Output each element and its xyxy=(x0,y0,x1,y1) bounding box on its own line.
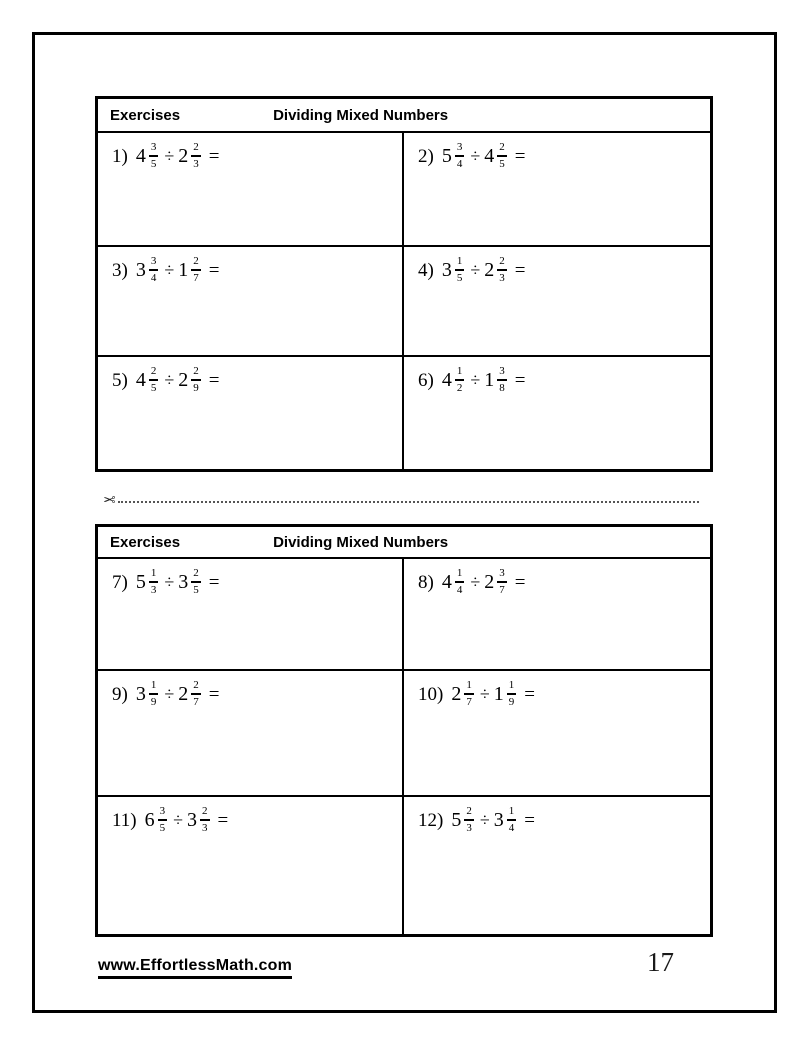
fraction: $\frac{3}{7}$ xyxy=(499,567,505,596)
mixed-number: 3 $\frac{1}{5}$ xyxy=(441,255,463,284)
fraction: $\frac{1}{3}$ xyxy=(150,567,157,596)
exercise-cell-3 xyxy=(98,247,404,357)
mixed-number: 2 $\frac{2}{3}$ xyxy=(178,141,199,170)
mixed-number: 2 $\frac{2}{7}$ xyxy=(178,679,199,708)
exercise-cell-11 xyxy=(98,797,404,934)
exercise-table-top xyxy=(95,96,713,472)
effortlessmath-link[interactable]: www.EffortlessMath.com xyxy=(98,957,292,979)
equals-sign: = xyxy=(514,145,526,167)
equals-sign: = xyxy=(208,369,220,391)
fraction: $\frac{2}{5}$ xyxy=(499,141,505,170)
cut-line xyxy=(103,491,699,509)
mixed-number: 2 $\frac{2}{9}$ xyxy=(178,365,199,394)
exercise-table-bottom xyxy=(95,524,713,937)
fraction: $\frac{1}{9}$ xyxy=(150,679,157,708)
mixed-number: 4 $\frac{2}{5}$ xyxy=(135,365,157,394)
exercise-cell-8 xyxy=(404,559,710,671)
exercise-problem-10 xyxy=(418,680,704,708)
equals-sign: = xyxy=(524,809,535,831)
exercise-problem-1 xyxy=(112,142,396,170)
mixed-number: 3 $\frac{1}{9}$ xyxy=(135,679,157,708)
table-header xyxy=(98,99,710,133)
exercise-number: 12) xyxy=(418,809,444,831)
fraction: $\frac{3}{5}$ xyxy=(150,141,157,170)
exercise-number: 4) xyxy=(418,259,434,281)
mixed-number: 2 $\frac{2}{3}$ xyxy=(484,255,505,284)
equals-sign: = xyxy=(514,571,526,593)
exercise-problem-7 xyxy=(112,568,396,596)
mixed-number: 2 $\frac{1}{7}$ xyxy=(451,679,472,708)
exercises-label: Exercises xyxy=(110,106,181,124)
fraction: $\frac{2}{5}$ xyxy=(150,365,157,394)
mixed-number: 3 $\frac{2}{5}$ xyxy=(178,567,199,596)
fraction: $\frac{1}{2}$ xyxy=(456,365,463,394)
exercise-cell-4 xyxy=(404,247,710,357)
mixed-number: 1 $\frac{1}{9}$ xyxy=(493,679,515,708)
mixed-number: 5 $\frac{3}{4}$ xyxy=(441,141,463,170)
mixed-number: 4 $\frac{2}{5}$ xyxy=(484,141,505,170)
exercise-problem-8 xyxy=(418,568,704,596)
mixed-number: 4 $\frac{1}{4}$ xyxy=(441,567,463,596)
table-title: Dividing Mixed Numbers xyxy=(273,106,449,124)
fraction: $\frac{1}{4}$ xyxy=(508,805,515,834)
divide-sign: ÷ xyxy=(470,260,481,280)
exercise-problem-4 xyxy=(418,256,704,284)
exercise-problem-6 xyxy=(418,366,704,394)
scissors-icon: ✂ xyxy=(103,491,116,509)
exercise-number: 1) xyxy=(112,145,128,167)
mixed-number: 2 $\frac{3}{7}$ xyxy=(484,567,505,596)
mixed-number: 5 $\frac{1}{3}$ xyxy=(135,567,157,596)
fraction: $\frac{1}{4}$ xyxy=(456,567,463,596)
fraction: $\frac{3}{4}$ xyxy=(150,255,157,284)
equals-sign: = xyxy=(514,259,526,281)
exercise-number: 6) xyxy=(418,369,434,391)
exercise-number: 3) xyxy=(112,259,128,281)
exercise-cell-9 xyxy=(98,671,404,797)
mixed-number: 4 $\frac{3}{5}$ xyxy=(135,141,157,170)
divide-sign: ÷ xyxy=(164,146,175,166)
exercise-cell-12 xyxy=(404,797,710,934)
mixed-number: 3 $\frac{2}{3}$ xyxy=(187,805,208,834)
fraction: $\frac{2}{3}$ xyxy=(499,255,505,284)
divide-sign: ÷ xyxy=(164,260,175,280)
mixed-number: 1 $\frac{2}{7}$ xyxy=(178,255,199,284)
exercise-problem-3 xyxy=(112,256,396,284)
table-header xyxy=(98,527,710,559)
exercise-number: 5) xyxy=(112,369,128,391)
mixed-number: 1 $\frac{3}{8}$ xyxy=(484,365,505,394)
divide-sign: ÷ xyxy=(470,146,481,166)
exercise-number: 2) xyxy=(418,145,434,167)
exercise-cell-7 xyxy=(98,559,404,671)
equals-sign: = xyxy=(217,809,229,831)
exercise-number: 11) xyxy=(112,809,137,831)
divide-sign: ÷ xyxy=(164,572,175,592)
fraction: $\frac{2}{7}$ xyxy=(193,679,199,708)
fraction: $\frac{2}{5}$ xyxy=(193,567,199,596)
divide-sign: ÷ xyxy=(470,572,481,592)
exercises-label: Exercises xyxy=(110,533,181,551)
fraction: $\frac{1}{7}$ xyxy=(466,679,472,708)
equals-sign: = xyxy=(514,369,526,391)
divide-sign: ÷ xyxy=(173,810,184,830)
fraction: $\frac{2}{9}$ xyxy=(193,365,199,394)
worksheet-page xyxy=(32,32,777,1013)
mixed-number: 3 $\frac{3}{4}$ xyxy=(135,255,157,284)
exercise-cell-10 xyxy=(404,671,710,797)
exercise-cell-2 xyxy=(404,133,710,247)
equals-sign: = xyxy=(208,571,220,593)
fraction: $\frac{2}{7}$ xyxy=(193,255,199,284)
equals-sign: = xyxy=(208,683,220,705)
exercise-problem-12 xyxy=(418,806,704,834)
exercise-problem-5 xyxy=(112,366,396,394)
fraction: $\frac{3}{8}$ xyxy=(499,365,505,394)
divide-sign: ÷ xyxy=(164,684,175,704)
exercise-number: 8) xyxy=(418,571,434,593)
mixed-number: 3 $\frac{1}{4}$ xyxy=(493,805,515,834)
divide-sign: ÷ xyxy=(164,370,175,390)
fraction: $\frac{2}{3}$ xyxy=(193,141,199,170)
equals-sign: = xyxy=(208,145,220,167)
equals-sign: = xyxy=(208,259,220,281)
mixed-number: 6 $\frac{3}{5}$ xyxy=(144,805,166,834)
mixed-number: 4 $\frac{1}{2}$ xyxy=(441,365,463,394)
divide-sign: ÷ xyxy=(479,810,490,830)
exercise-number: 7) xyxy=(112,571,128,593)
dotted-rule xyxy=(118,501,699,503)
page-number: 17 xyxy=(647,947,674,977)
equals-sign: = xyxy=(524,683,535,705)
exercise-cell-5 xyxy=(98,357,404,469)
fraction: $\frac{2}{3}$ xyxy=(202,805,208,834)
exercise-cell-6 xyxy=(404,357,710,469)
mixed-number: 5 $\frac{2}{3}$ xyxy=(451,805,472,834)
exercise-cell-1 xyxy=(98,133,404,247)
fraction: $\frac{2}{3}$ xyxy=(466,805,472,834)
fraction: $\frac{3}{4}$ xyxy=(456,141,463,170)
exercise-problem-2 xyxy=(418,142,704,170)
table-title: Dividing Mixed Numbers xyxy=(273,533,449,551)
divide-sign: ÷ xyxy=(479,684,490,704)
exercise-problem-9 xyxy=(112,680,396,708)
fraction: $\frac{1}{5}$ xyxy=(456,255,463,284)
exercise-problem-11 xyxy=(112,806,396,834)
fraction: $\frac{1}{9}$ xyxy=(508,679,515,708)
divide-sign: ÷ xyxy=(470,370,481,390)
exercise-number: 9) xyxy=(112,683,128,705)
fraction: $\frac{3}{5}$ xyxy=(159,805,166,834)
exercise-number: 10) xyxy=(418,683,444,705)
